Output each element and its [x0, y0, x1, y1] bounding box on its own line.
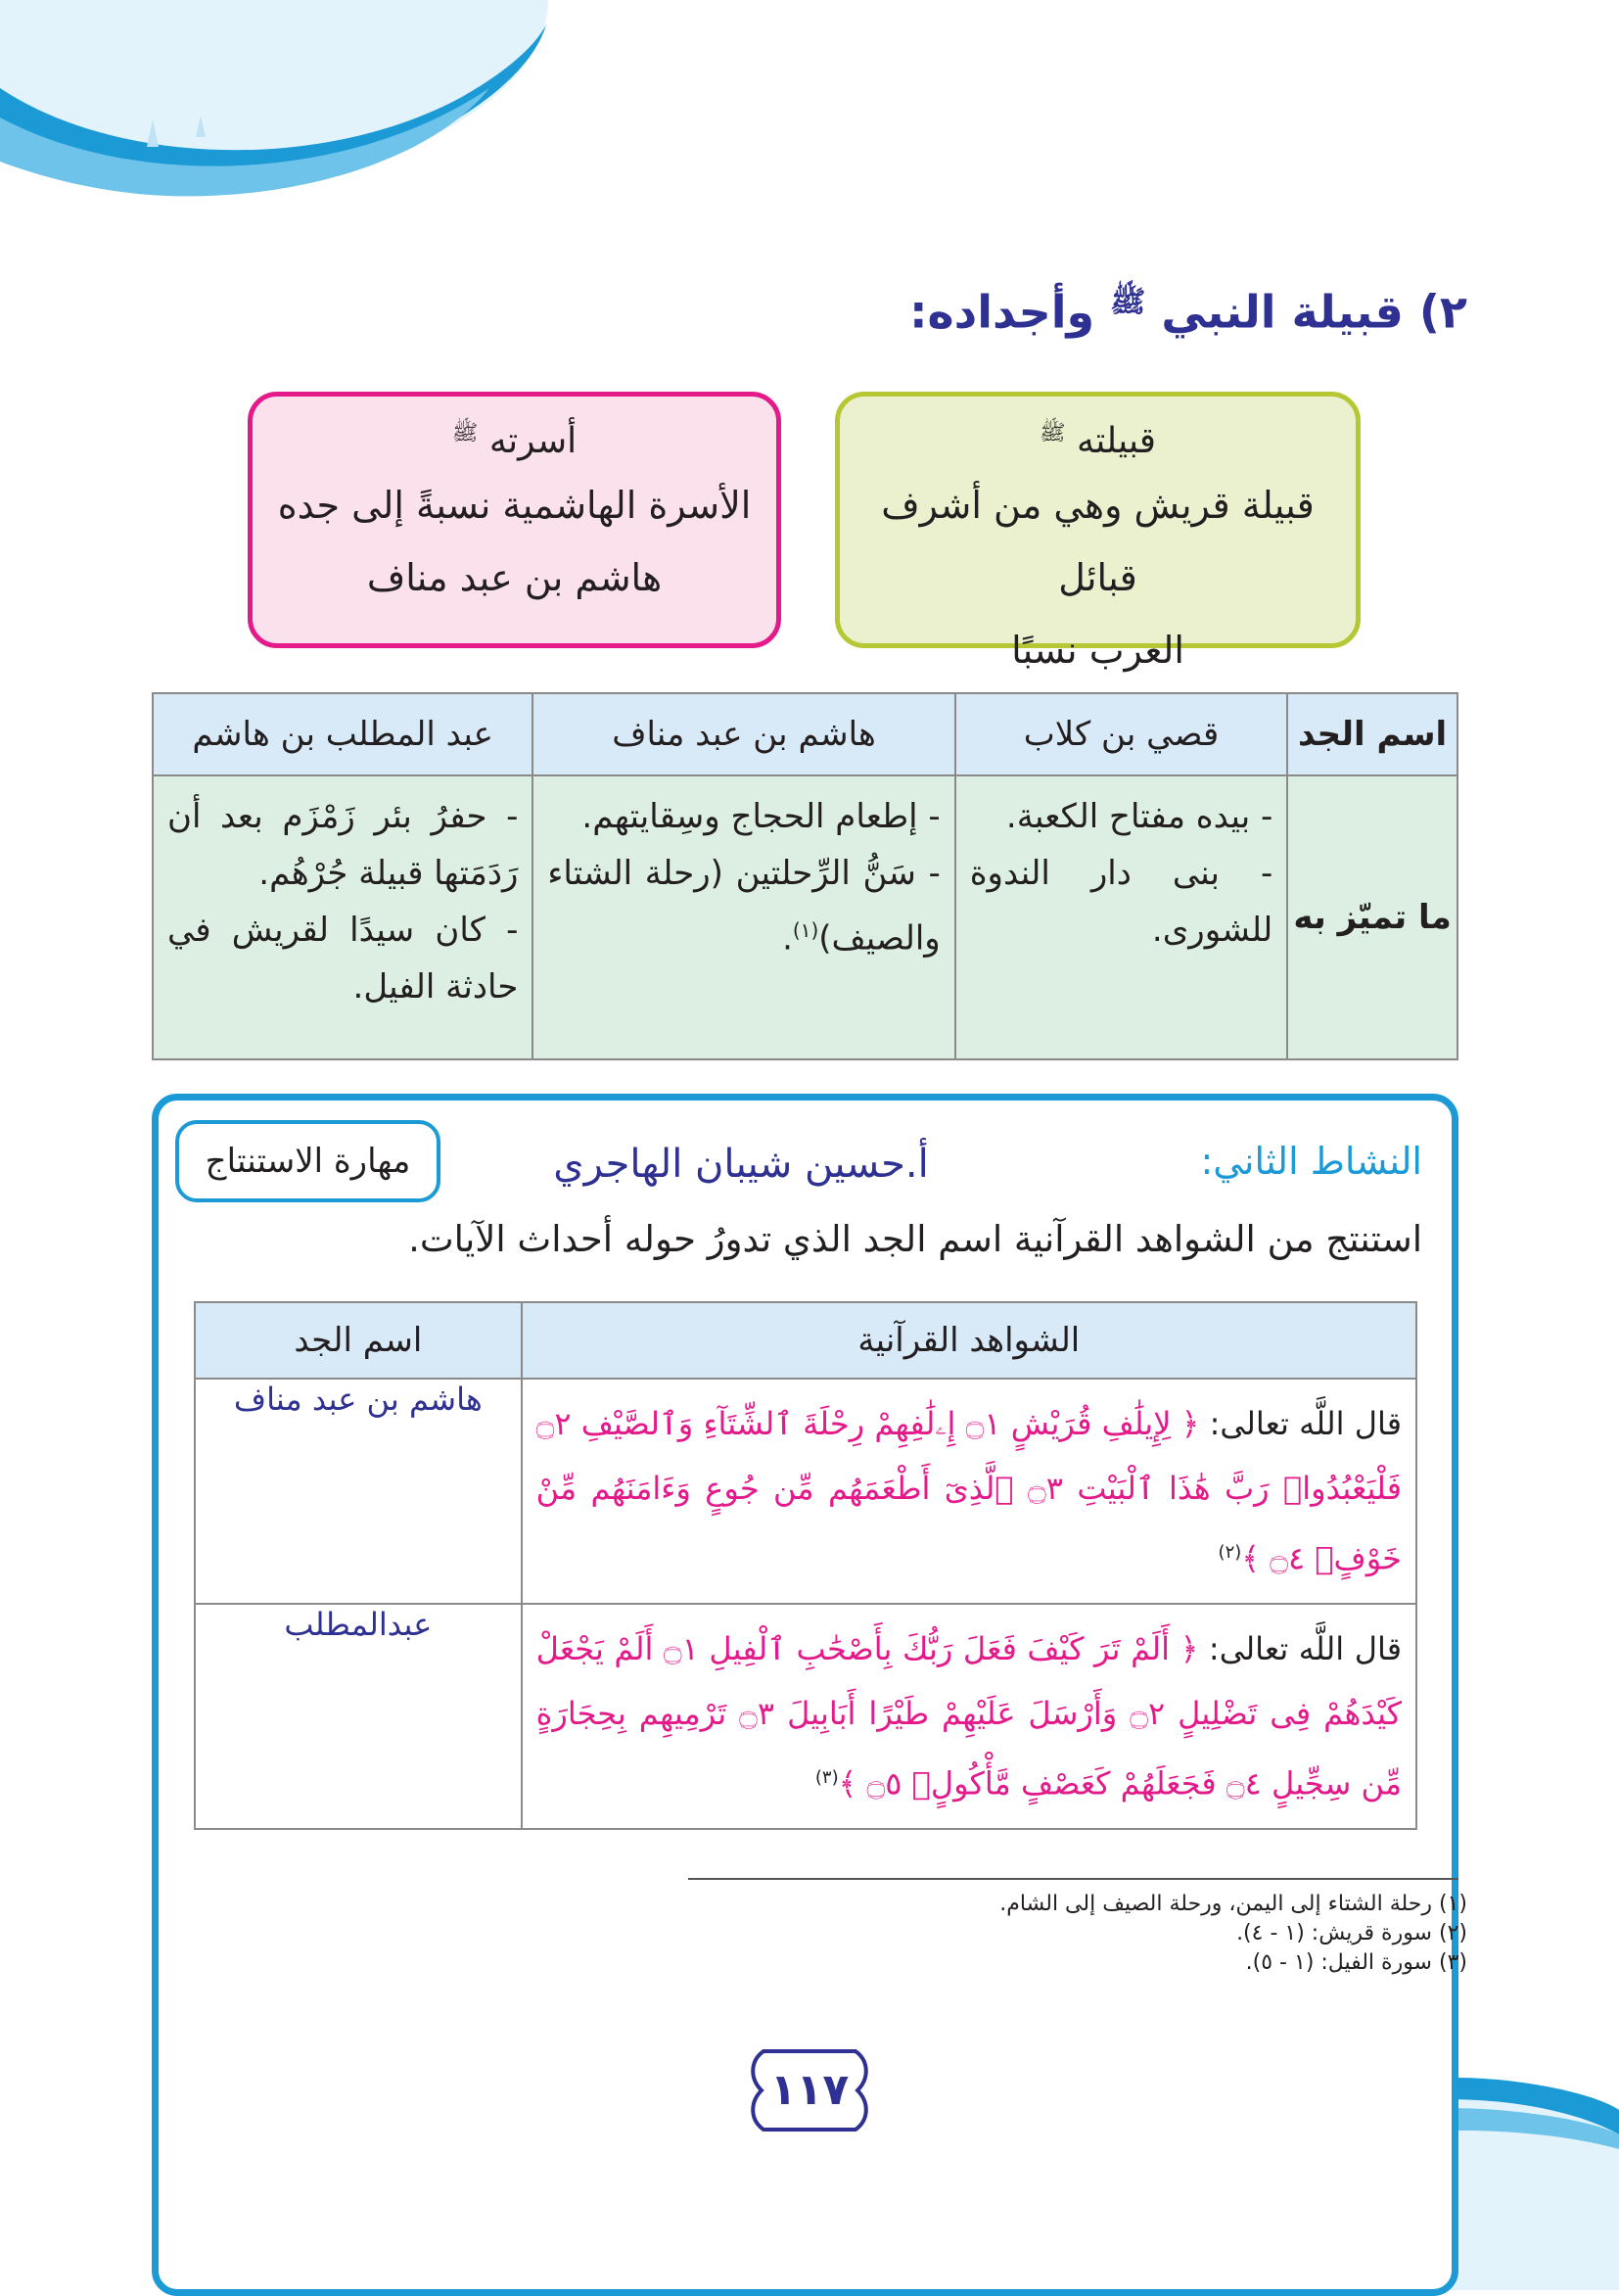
feature-item: - إطعام الحجاج وسِقايتهم.	[581, 797, 941, 836]
table-header-label: اسم الجد	[1287, 693, 1457, 775]
feature-text: - سَنُّ الرِّحلتين (رحلة الشتاء والصيف)	[547, 854, 941, 959]
salla-glyph: ﷺ	[1110, 285, 1146, 319]
activity-label: النشاط الثاني:	[1200, 1140, 1422, 1183]
grandfather-name: قصي بن كلاب	[955, 693, 1288, 775]
grandfathers-table	[152, 692, 1458, 1060]
family-box-heading: أسرته	[488, 421, 578, 461]
tribe-box-title	[840, 410, 1356, 465]
footnote-mark: (٣)	[814, 1767, 839, 1788]
table-header-row	[195, 1302, 1416, 1379]
footnote-item: (٢) سورة قريش: (١ - ٤).	[1236, 1921, 1467, 1945]
feature-item: - بيده مفتاح الكعبة.	[1005, 797, 1273, 836]
salla-glyph: ﷺ	[1039, 421, 1066, 445]
top-wave-decoration	[0, 0, 548, 225]
section-title-text: ٢) قبيلة النبي	[1161, 285, 1467, 339]
feature-trail: .	[782, 918, 793, 959]
footnote-divider	[688, 1878, 1458, 1880]
section-title-tail: وأجداده:	[909, 285, 1095, 339]
grandfather-name: عبد المطلب بن هاشم	[153, 693, 532, 775]
footnote-mark: (٢)	[1218, 1542, 1242, 1563]
feature-item: - حفرُ بئر زَمْزَم بعد أن رَدَمَتها قبيلة جُرْهُم.	[167, 797, 519, 893]
quran-verse: ﴿ لِإِيلَٰفِ قُرَيْشٍ ۝١ إِۦلَٰفِهِمْ رِحْلَةَ ٱلشِّتَآءِ وَٱلصَّيْفِ ۝٢ فَلْيَعْبُدُوا۟ رَبَّ هَٰذَا ٱلْبَيْتِ ۝٣ ٱلَّذِىٓ أَطْعَمَهُم مِّن جُوعٍ وَءَامَنَهُم مِّنْ خَوْفٍۭ ۝٤ ﴾	[535, 1405, 1402, 1577]
grandfather-features	[532, 775, 954, 1059]
skill-badge: مهارة الاستنتاج	[175, 1120, 440, 1202]
salla-glyph: ﷺ	[451, 421, 479, 445]
evidence-table	[194, 1301, 1417, 1830]
footnote-item: (٣) سورة الفيل: (١ - ٥).	[1245, 1950, 1467, 1975]
answer-cell[interactable]: عبدالمطلب	[195, 1604, 522, 1829]
feature-item	[547, 845, 940, 966]
family-box-line: الأسرة الهاشمية نسبةً إلى جده	[277, 484, 752, 527]
family-box-line: هاشم بن عبد مناف	[366, 556, 663, 599]
table-header-row	[153, 693, 1457, 775]
tribe-box-line: قبيلة قريش وهي من أشرف قبائل	[881, 484, 1315, 599]
feature-item: - كان سيدًا لقريش في حادثة الفيل.	[167, 911, 519, 1007]
feature-item: - بنى دار الندوة للشورى.	[969, 854, 1273, 950]
family-box-title	[253, 410, 776, 465]
grandfather-name: هاشم بن عبد مناف	[532, 693, 954, 775]
page-number-badge	[742, 2041, 877, 2139]
page-number: ١١٧	[769, 2065, 850, 2115]
quran-verse: ﴿ أَلَمْ تَرَ كَيْفَ فَعَلَ رَبُّكَ بِأَصْحَٰبِ ٱلْفِيلِ ۝١ أَلَمْ يَجْعَلْ كَيْدَهُمْ فِى تَضْلِيلٍ ۝٢ وَأَرْسَلَ عَلَيْهِمْ طَيْرًا أَبَابِيلَ ۝٣ تَرْمِيهِم بِحِجَارَةٍ مِّن سِجِّيلٍ ۝٤ فَجَعَلَهُمْ كَعَصْفٍ مَّأْكُولٍۭ ۝٥ ﴾	[535, 1630, 1402, 1803]
verse-cell	[522, 1379, 1416, 1604]
answer-cell[interactable]: هاشم بن عبد مناف	[195, 1379, 522, 1604]
table-row-label: ما تميّز به	[1287, 775, 1457, 1059]
table-row	[153, 775, 1457, 1059]
tribe-box-heading: قبيلته	[1077, 421, 1157, 461]
verse-intro: قال اللَّه تعالى:	[1208, 1630, 1403, 1667]
footnotes	[999, 1890, 1467, 1978]
tribe-box-text	[840, 469, 1356, 686]
activity-instruction: استنتج من الشواهد القرآنية اسم الجد الذي تدورُ حوله أحداث الآيات.	[408, 1218, 1422, 1260]
footnote-mark: (١)	[792, 918, 819, 942]
verse-intro: قال اللَّه تعالى:	[1209, 1405, 1402, 1442]
table-row	[195, 1379, 1416, 1604]
evidence-header: الشواهد القرآنية	[522, 1302, 1416, 1379]
family-box	[248, 392, 781, 648]
section-title	[909, 284, 1467, 338]
activity-author: أ.حسين شيبان الهاجري	[553, 1142, 929, 1187]
tribe-box	[835, 392, 1361, 672]
family-box-text	[253, 469, 776, 614]
table-row	[195, 1604, 1416, 1829]
verse-cell	[522, 1604, 1416, 1829]
grandfather-features	[153, 775, 532, 1059]
footnote-item: (١) رحلة الشتاء إلى اليمن، ورحلة الصيف إلى الشام.	[999, 1892, 1467, 1916]
grandfather-features	[955, 775, 1288, 1059]
answer-header: اسم الجد	[195, 1302, 522, 1379]
tribe-box-line: العرب نسبًا	[1011, 629, 1184, 672]
